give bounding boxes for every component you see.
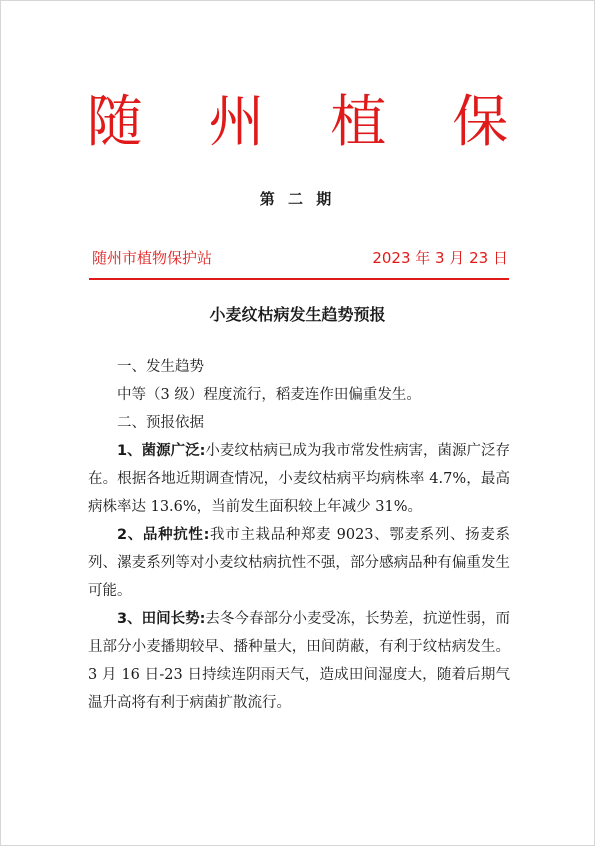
document-title: 小麦纹枯病发生趋势预报 <box>209 305 386 324</box>
basis-item-text: 去冬今春部分小麦受冻，长势差，抗逆性弱，而且部分小麦播期较早、播种量大，田间荫蔽，有利于纹枯病发生。3 月 16 日-23 日持续连阴雨天气，造成田间湿度大，随着后期气温升高将有利于病菌扩散流行。 <box>88 611 511 711</box>
document-body <box>88 353 510 717</box>
masthead-title: 随 州 植 保 <box>86 90 533 155</box>
issue-date: 2023 年 3 月 23 日 <box>372 249 508 267</box>
basis-item-lead: 1、菌源广泛: <box>117 443 206 459</box>
basis-item-text: 小麦纹枯病已成为我市常发性病害，菌源广泛存在。根据各地近期调查情况，小麦纹枯病平均病株率 4.7%，最高病株率达 13.6%，当前发生面积较上年减少 31%。 <box>88 443 511 515</box>
basis-item <box>88 521 510 605</box>
info-row <box>92 247 508 268</box>
issue-number: 第 二 期 <box>259 190 336 208</box>
basis-item <box>88 437 510 521</box>
trend-paragraph: 中等（3 级）程度流行，稻麦连作田偏重发生。 <box>117 387 421 403</box>
basis-item-text: 我市主栽品种郑麦 9023、鄂麦系列、扬麦系列、漯麦系列等对小麦纹枯病抗性不强，部分感病品种有偏重发生可能。 <box>88 527 510 599</box>
red-divider <box>89 278 509 280</box>
basis-item-lead: 2、品种抗性: <box>117 527 210 543</box>
organization-name: 随州市植物保护站 <box>92 249 213 267</box>
basis-item-lead: 3、田间长势: <box>117 611 206 627</box>
basis-item <box>88 605 510 717</box>
section-heading-trend: 一、发生趋势 <box>117 359 204 375</box>
section-heading-basis: 二、预报依据 <box>117 415 204 431</box>
